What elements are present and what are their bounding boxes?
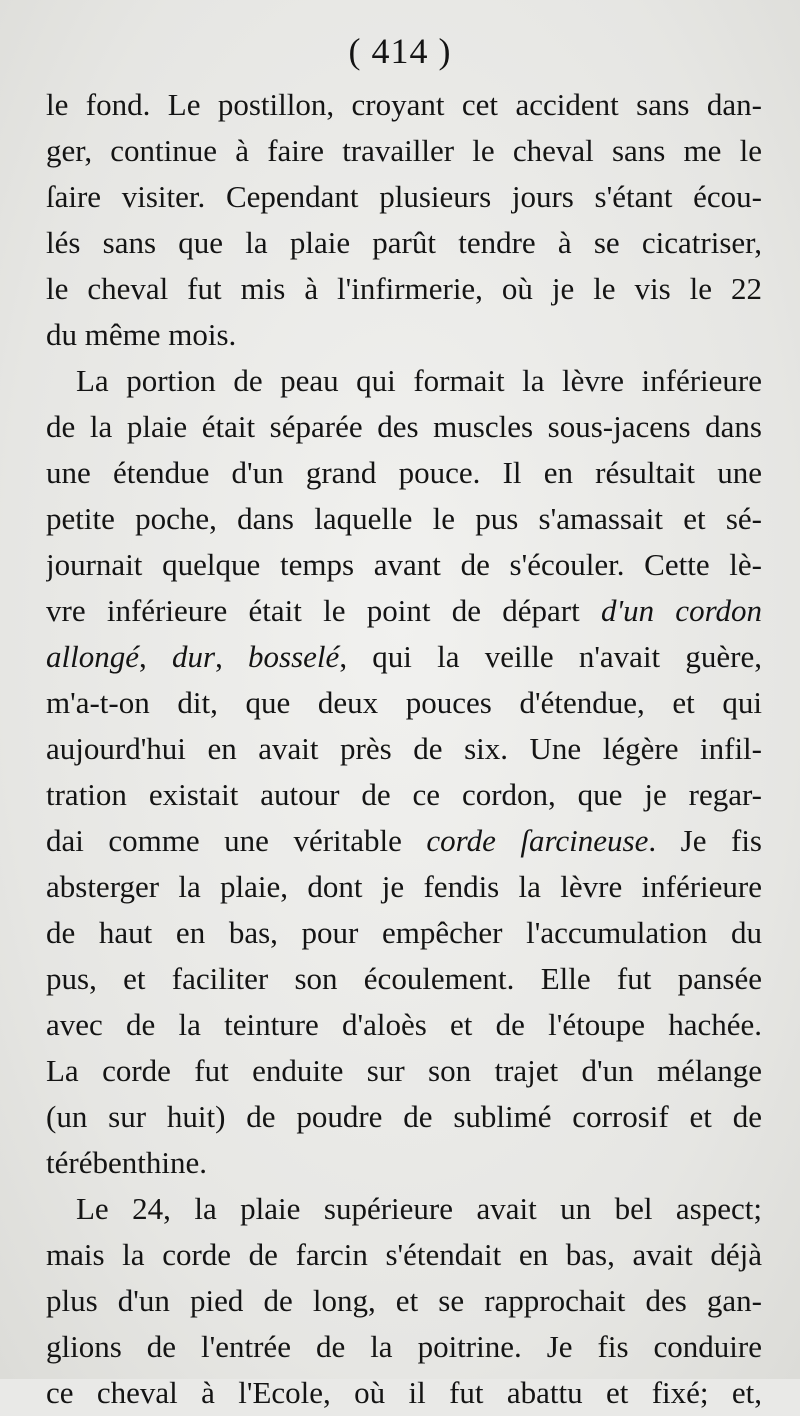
text-segment: , [139, 639, 172, 674]
text-line: du même mois. [46, 317, 237, 352]
text-body [46, 82, 762, 1416]
text-line: mais la corde de farcin s'étendait en bas, avait déjà [46, 1237, 762, 1272]
text-segment: , qui la veille n'avait guère, [339, 639, 762, 674]
text-line: ger, continue à faire travailler le cheval sans me le [46, 133, 762, 168]
paragraph-2 [46, 358, 762, 1186]
text-line: petite poche, dans laquelle le pus s'amassait et sé- [46, 501, 762, 536]
text-segment: . Je fis [648, 823, 762, 858]
italic-phrase: corde ſarcineuse [426, 823, 649, 858]
text-line: plus d'un pied de long, et se rapprochait des gan- [46, 1283, 762, 1318]
italic-word: allongé [46, 639, 139, 674]
text-line: le fond. Le postillon, croyant cet accident sans dan- [46, 87, 762, 122]
text-line: (un sur huit) de poudre de sublimé corrosif et de [46, 1099, 762, 1134]
paragraph-1 [46, 82, 762, 358]
italic-word: bosselé [248, 639, 340, 674]
text-segment: dai comme une véritable [46, 823, 427, 858]
text-line: avec de la teinture d'aloès et de l'étoupe hachée. [46, 1007, 762, 1042]
italic-phrase: d'un cordon [600, 593, 762, 628]
text-line: une étendue d'un grand pouce. Il en résultait une [46, 455, 762, 490]
text-line: aujourd'hui en avait près de six. Une légère infil- [46, 731, 762, 766]
text-line: ce cheval à l'Ecole, où il fut abattu et fixé; et, [46, 1375, 762, 1410]
italic-word: dur [171, 639, 216, 674]
page-number: ( 414 ) [348, 31, 452, 71]
text-line: de la plaie était séparée des muscles sous-jacens dans [46, 409, 762, 444]
text-line: térébenthine. [46, 1145, 207, 1180]
text-line: absterger la plaie, dont je fendis la lèvre inférieure [46, 869, 762, 904]
text-line: La portion de peau qui formait la lèvre inférieure [76, 363, 762, 398]
text-segment: vre inférieure était le point de départ [46, 593, 601, 628]
text-line: tration existait autour de ce cordon, que je regar- [46, 777, 762, 812]
text-line: journait quelque temps avant de s'écouler. Cette lè- [46, 547, 762, 582]
text-line: m'a-t-on dit, que deux pouces d'étendue, et qui [46, 685, 762, 720]
text-segment: , [215, 639, 249, 674]
text-line [46, 588, 762, 634]
text-line: lés sans que la plaie parût tendre à se cicatriser, [46, 225, 762, 260]
text-line: ſaire visiter. Cependant plusieurs jours s'étant écou- [46, 179, 762, 214]
text-line: Le 24, la plaie supérieure avait un bel aspect; [76, 1191, 762, 1226]
text-line: pus, et faciliter son écoulement. Elle fut pansée [46, 961, 762, 996]
text-line: de haut en bas, pour empêcher l'accumulation du [46, 915, 762, 950]
text-line: glions de l'entrée de la poitrine. Je fis conduire [46, 1329, 762, 1364]
text-line: La corde fut enduite sur son trajet d'un mélange [46, 1053, 762, 1088]
text-line: le cheval fut mis à l'infirmerie, où je le vis le 22 [46, 271, 762, 306]
text-line [46, 634, 762, 680]
text-line [46, 818, 762, 864]
paragraph-3 [46, 1186, 762, 1416]
